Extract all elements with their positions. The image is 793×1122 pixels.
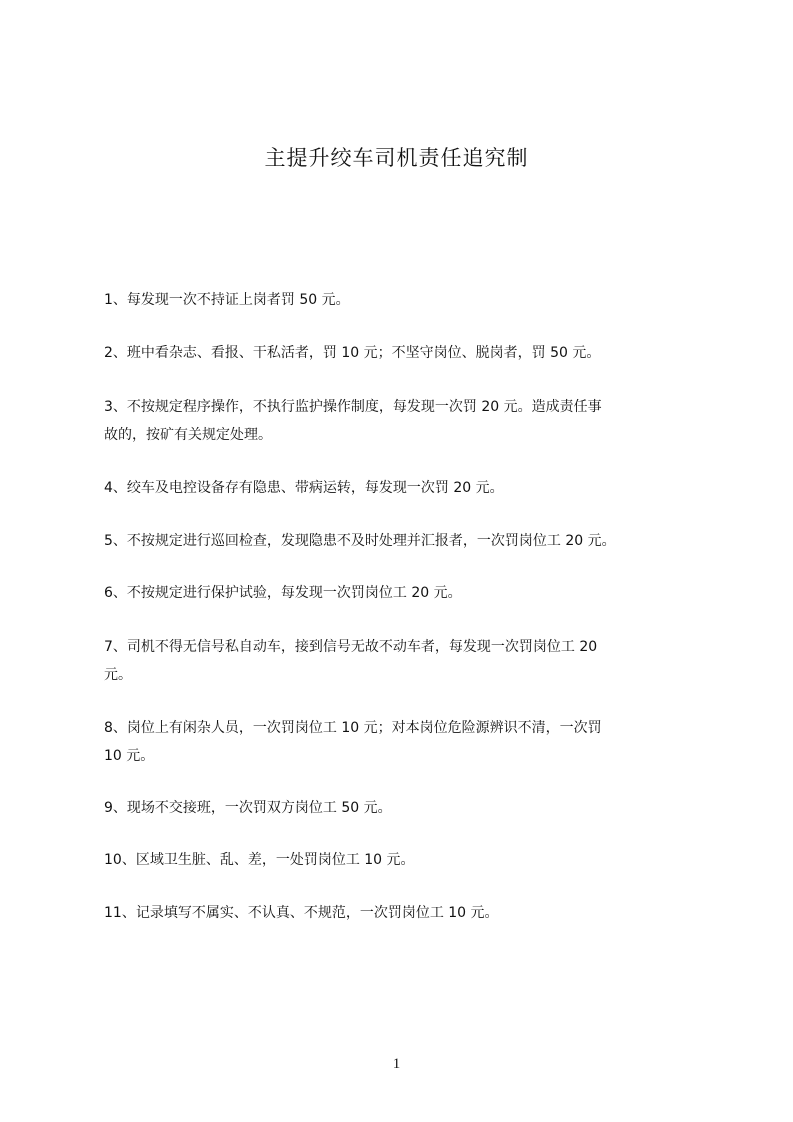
rule-line: 9、现场不交接班，一次罚双方岗位工 50 元。 [104, 800, 392, 816]
rule-item-7 [104, 633, 704, 689]
rule-item-4 [104, 474, 704, 502]
rule-item-6 [104, 579, 704, 607]
rule-item-10 [104, 846, 704, 874]
rule-item-9 [104, 794, 704, 822]
rule-line: 7、司机不得无信号私自动车，接到信号无故不动车者，每发现一次罚岗位工 20 [104, 639, 598, 655]
rule-line: 元。 [104, 667, 132, 683]
rule-line: 1、每发现一次不持证上岗者罚 50 元。 [104, 292, 350, 308]
rule-line: 3、不按规定程序操作，不执行监护操作制度，每发现一次罚 20 元。造成责任事 [104, 399, 602, 415]
rule-line: 4、绞车及电控设备存有隐患、带病运转，每发现一次罚 20 元。 [104, 480, 504, 496]
rule-line: 6、不按规定进行保护试验，每发现一次罚岗位工 20 元。 [104, 585, 462, 601]
rule-item-1 [104, 286, 704, 314]
rule-line: 11、记录填写不属实、不认真、不规范，一次罚岗位工 10 元。 [104, 905, 499, 921]
document-title: 主提升绞车司机责任追究制 [264, 146, 529, 170]
rule-item-8 [104, 714, 704, 770]
rule-line: 8、岗位上有闲杂人员，一次罚岗位工 10 元；对本岗位危险源辨识不清，一次罚 [104, 720, 602, 736]
rule-line: 故的，按矿有关规定处理。 [104, 427, 272, 443]
rule-line: 10 元。 [104, 748, 155, 764]
page-number: 1 [392, 1056, 401, 1072]
rule-item-3 [104, 393, 704, 449]
rule-item-2 [104, 339, 704, 367]
rule-line: 5、不按规定进行巡回检查，发现隐患不及时处理并汇报者，一次罚岗位工 20 元。 [104, 533, 616, 549]
rule-item-11 [104, 899, 704, 927]
rule-line: 2、班中看杂志、看报、干私活者，罚 10 元；不坚守岗位、脱岗者，罚 50 元。 [104, 345, 601, 361]
rule-line: 10、区域卫生脏、乱、差，一处罚岗位工 10 元。 [104, 852, 415, 868]
rule-item-5 [104, 527, 704, 555]
